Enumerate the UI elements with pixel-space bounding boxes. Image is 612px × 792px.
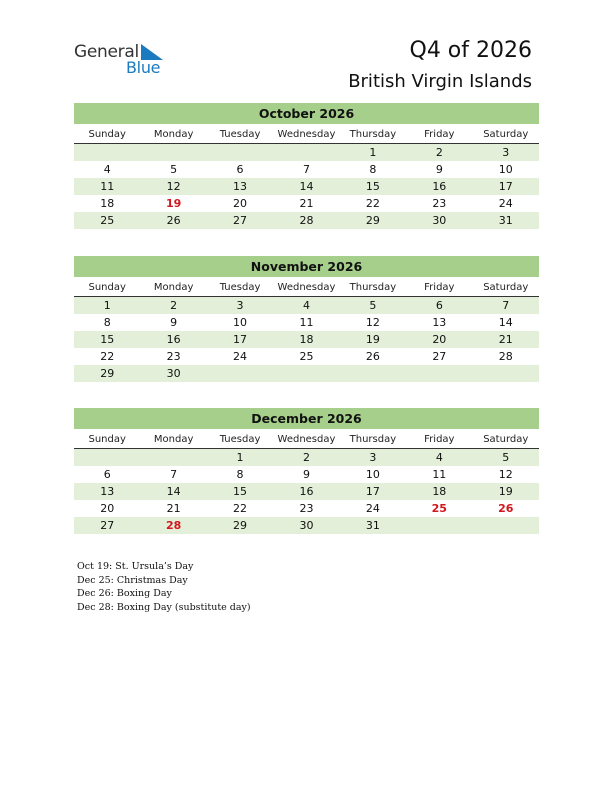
day-cell: [207, 144, 273, 161]
day-cell: 8: [103, 316, 111, 329]
day-cell: 3: [502, 146, 510, 159]
day-cell: 5: [502, 451, 510, 464]
day-cell: 2: [302, 451, 310, 464]
weekday-label: Wednesday: [277, 434, 336, 445]
day-cell: [207, 365, 273, 382]
day-cell: 6: [103, 468, 111, 481]
weekday-header-row: [74, 280, 539, 297]
day-cell: 2: [170, 299, 178, 312]
day-cell: 5: [170, 163, 178, 176]
month-title: November 2026: [74, 256, 539, 277]
day-cell: 9: [435, 163, 443, 176]
day-cell: 3: [236, 299, 244, 312]
day-cell: 10: [365, 468, 380, 481]
day-cell: 26: [166, 214, 181, 227]
day-cell: [74, 144, 140, 161]
day-cell: [406, 517, 472, 534]
day-cell: 26: [498, 502, 514, 515]
weekday-header-row: [74, 432, 539, 449]
day-cell: 15: [233, 485, 248, 498]
day-cell: 31: [365, 519, 380, 532]
day-cell: 18: [299, 333, 314, 346]
day-cell: 7: [170, 468, 178, 481]
day-cell: 20: [233, 197, 248, 210]
day-cell: 8: [369, 163, 377, 176]
day-cell: 15: [100, 333, 115, 346]
day-cell: 27: [233, 214, 248, 227]
weekday-label: Thursday: [349, 282, 397, 293]
day-cell: 14: [498, 316, 513, 329]
day-cell: 22: [365, 197, 380, 210]
day-cell: 21: [299, 197, 314, 210]
generalblue-logo: [74, 42, 184, 78]
day-cell: 19: [165, 197, 182, 210]
day-cell: 1: [103, 299, 111, 312]
day-cell: 13: [100, 485, 115, 498]
day-cell: [473, 517, 539, 534]
weekday-label: Friday: [424, 129, 455, 140]
day-cell: 20: [432, 333, 447, 346]
day-cell: 16: [432, 180, 447, 193]
day-cell: 15: [365, 180, 380, 193]
weekday-header-row: [74, 127, 539, 144]
day-cell: 8: [236, 468, 244, 481]
week-row: [74, 161, 539, 178]
weekday-label: Tuesday: [219, 282, 261, 293]
day-cell: 13: [432, 316, 447, 329]
day-cell: 28: [165, 519, 182, 532]
day-cell: 30: [166, 367, 181, 380]
day-cell: 25: [100, 214, 115, 227]
weekday-label: Sunday: [88, 129, 126, 140]
day-cell: 20: [100, 502, 115, 515]
day-cell: 3: [369, 451, 377, 464]
week-row: [74, 517, 539, 534]
day-cell: 25: [431, 502, 447, 515]
day-cell: [140, 144, 206, 161]
day-cell: [340, 365, 406, 382]
weekday-label: Saturday: [483, 434, 529, 445]
day-cell: 9: [302, 468, 310, 481]
week-row: [74, 365, 539, 382]
week-row: [74, 500, 539, 517]
logo-text-general: General: [74, 42, 139, 62]
day-cell: 24: [233, 350, 248, 363]
day-cell: 29: [233, 519, 248, 532]
day-cell: 12: [166, 180, 181, 193]
day-cell: 4: [103, 163, 111, 176]
day-cell: 14: [166, 485, 181, 498]
day-cell: 2: [435, 146, 443, 159]
week-row: [74, 483, 539, 500]
weekday-label: Friday: [424, 434, 455, 445]
day-cell: 21: [498, 333, 513, 346]
week-row: [74, 195, 539, 212]
month-calendar: [74, 408, 539, 534]
day-cell: 23: [299, 502, 314, 515]
day-cell: 14: [299, 180, 314, 193]
day-cell: 27: [432, 350, 447, 363]
day-cell: 18: [100, 197, 115, 210]
day-cell: [406, 365, 472, 382]
day-cell: 17: [233, 333, 248, 346]
holiday-note: Dec 25: Christmas Day: [77, 574, 188, 586]
day-cell: [74, 449, 140, 466]
week-row: [74, 449, 539, 466]
weekday-label: Sunday: [88, 282, 126, 293]
weekday-label: Tuesday: [219, 434, 261, 445]
day-cell: 7: [302, 163, 310, 176]
day-cell: 11: [299, 316, 314, 329]
day-cell: 11: [100, 180, 115, 193]
weekday-label: Friday: [424, 282, 455, 293]
day-cell: 30: [432, 214, 447, 227]
week-row: [74, 348, 539, 365]
month-calendar: [74, 103, 539, 229]
day-cell: 24: [365, 502, 380, 515]
day-cell: 7: [502, 299, 510, 312]
day-cell: 16: [299, 485, 314, 498]
day-cell: 19: [498, 485, 513, 498]
week-row: [74, 297, 539, 314]
day-cell: 11: [432, 468, 447, 481]
weekday-label: Sunday: [88, 434, 126, 445]
day-cell: 31: [498, 214, 513, 227]
day-cell: 4: [435, 451, 443, 464]
day-cell: 23: [166, 350, 181, 363]
weekday-label: Monday: [153, 129, 194, 140]
week-row: [74, 331, 539, 348]
day-cell: 25: [299, 350, 314, 363]
month-title: October 2026: [74, 103, 539, 124]
week-row: [74, 178, 539, 195]
country-subtitle: British Virgin Islands: [348, 71, 532, 92]
day-cell: 9: [170, 316, 178, 329]
holiday-note: Oct 19: St. Ursula’s Day: [77, 561, 194, 572]
week-row: [74, 466, 539, 483]
day-cell: 13: [233, 180, 248, 193]
weekday-label: Thursday: [349, 434, 397, 445]
weekday-label: Monday: [153, 434, 194, 445]
day-cell: 28: [299, 214, 314, 227]
day-cell: 5: [369, 299, 377, 312]
week-row: [74, 314, 539, 331]
day-cell: 18: [432, 485, 447, 498]
weekday-label: Saturday: [483, 282, 529, 293]
day-cell: 21: [166, 502, 181, 515]
weekday-label: Wednesday: [277, 129, 336, 140]
day-cell: 12: [365, 316, 380, 329]
day-cell: 16: [166, 333, 181, 346]
day-cell: 26: [365, 350, 380, 363]
day-cell: [273, 365, 339, 382]
week-row: [74, 144, 539, 161]
month-title: December 2026: [74, 408, 539, 429]
day-cell: [473, 365, 539, 382]
day-cell: 4: [302, 299, 310, 312]
day-cell: 29: [365, 214, 380, 227]
day-cell: 22: [233, 502, 248, 515]
day-cell: 24: [498, 197, 513, 210]
weekday-label: Monday: [153, 282, 194, 293]
holiday-note: Dec 26: Boxing Day: [77, 588, 172, 599]
day-cell: 23: [432, 197, 447, 210]
day-cell: 12: [498, 468, 513, 481]
day-cell: 1: [369, 146, 377, 159]
weekday-label: Thursday: [349, 129, 397, 140]
weekday-label: Tuesday: [219, 129, 261, 140]
weekday-label: Wednesday: [277, 282, 336, 293]
day-cell: 19: [365, 333, 380, 346]
holiday-note: Dec 28: Boxing Day (substitute day): [77, 601, 251, 613]
day-cell: 1: [236, 451, 244, 464]
day-cell: [140, 449, 206, 466]
day-cell: 22: [100, 350, 115, 363]
page-title: Q4 of 2026: [409, 38, 532, 63]
day-cell: 28: [498, 350, 513, 363]
day-cell: 27: [100, 519, 115, 532]
logo-text-blue: Blue: [126, 58, 161, 77]
month-calendar: [74, 256, 539, 382]
day-cell: 10: [233, 316, 248, 329]
day-cell: 29: [100, 367, 115, 380]
weekday-label: Saturday: [483, 129, 529, 140]
day-cell: [273, 144, 339, 161]
day-cell: 6: [236, 163, 244, 176]
holiday-notes: [77, 560, 251, 614]
week-row: [74, 212, 539, 229]
day-cell: 17: [498, 180, 513, 193]
day-cell: 10: [498, 163, 513, 176]
day-cell: 6: [435, 299, 443, 312]
day-cell: 17: [365, 485, 380, 498]
day-cell: 30: [299, 519, 314, 532]
